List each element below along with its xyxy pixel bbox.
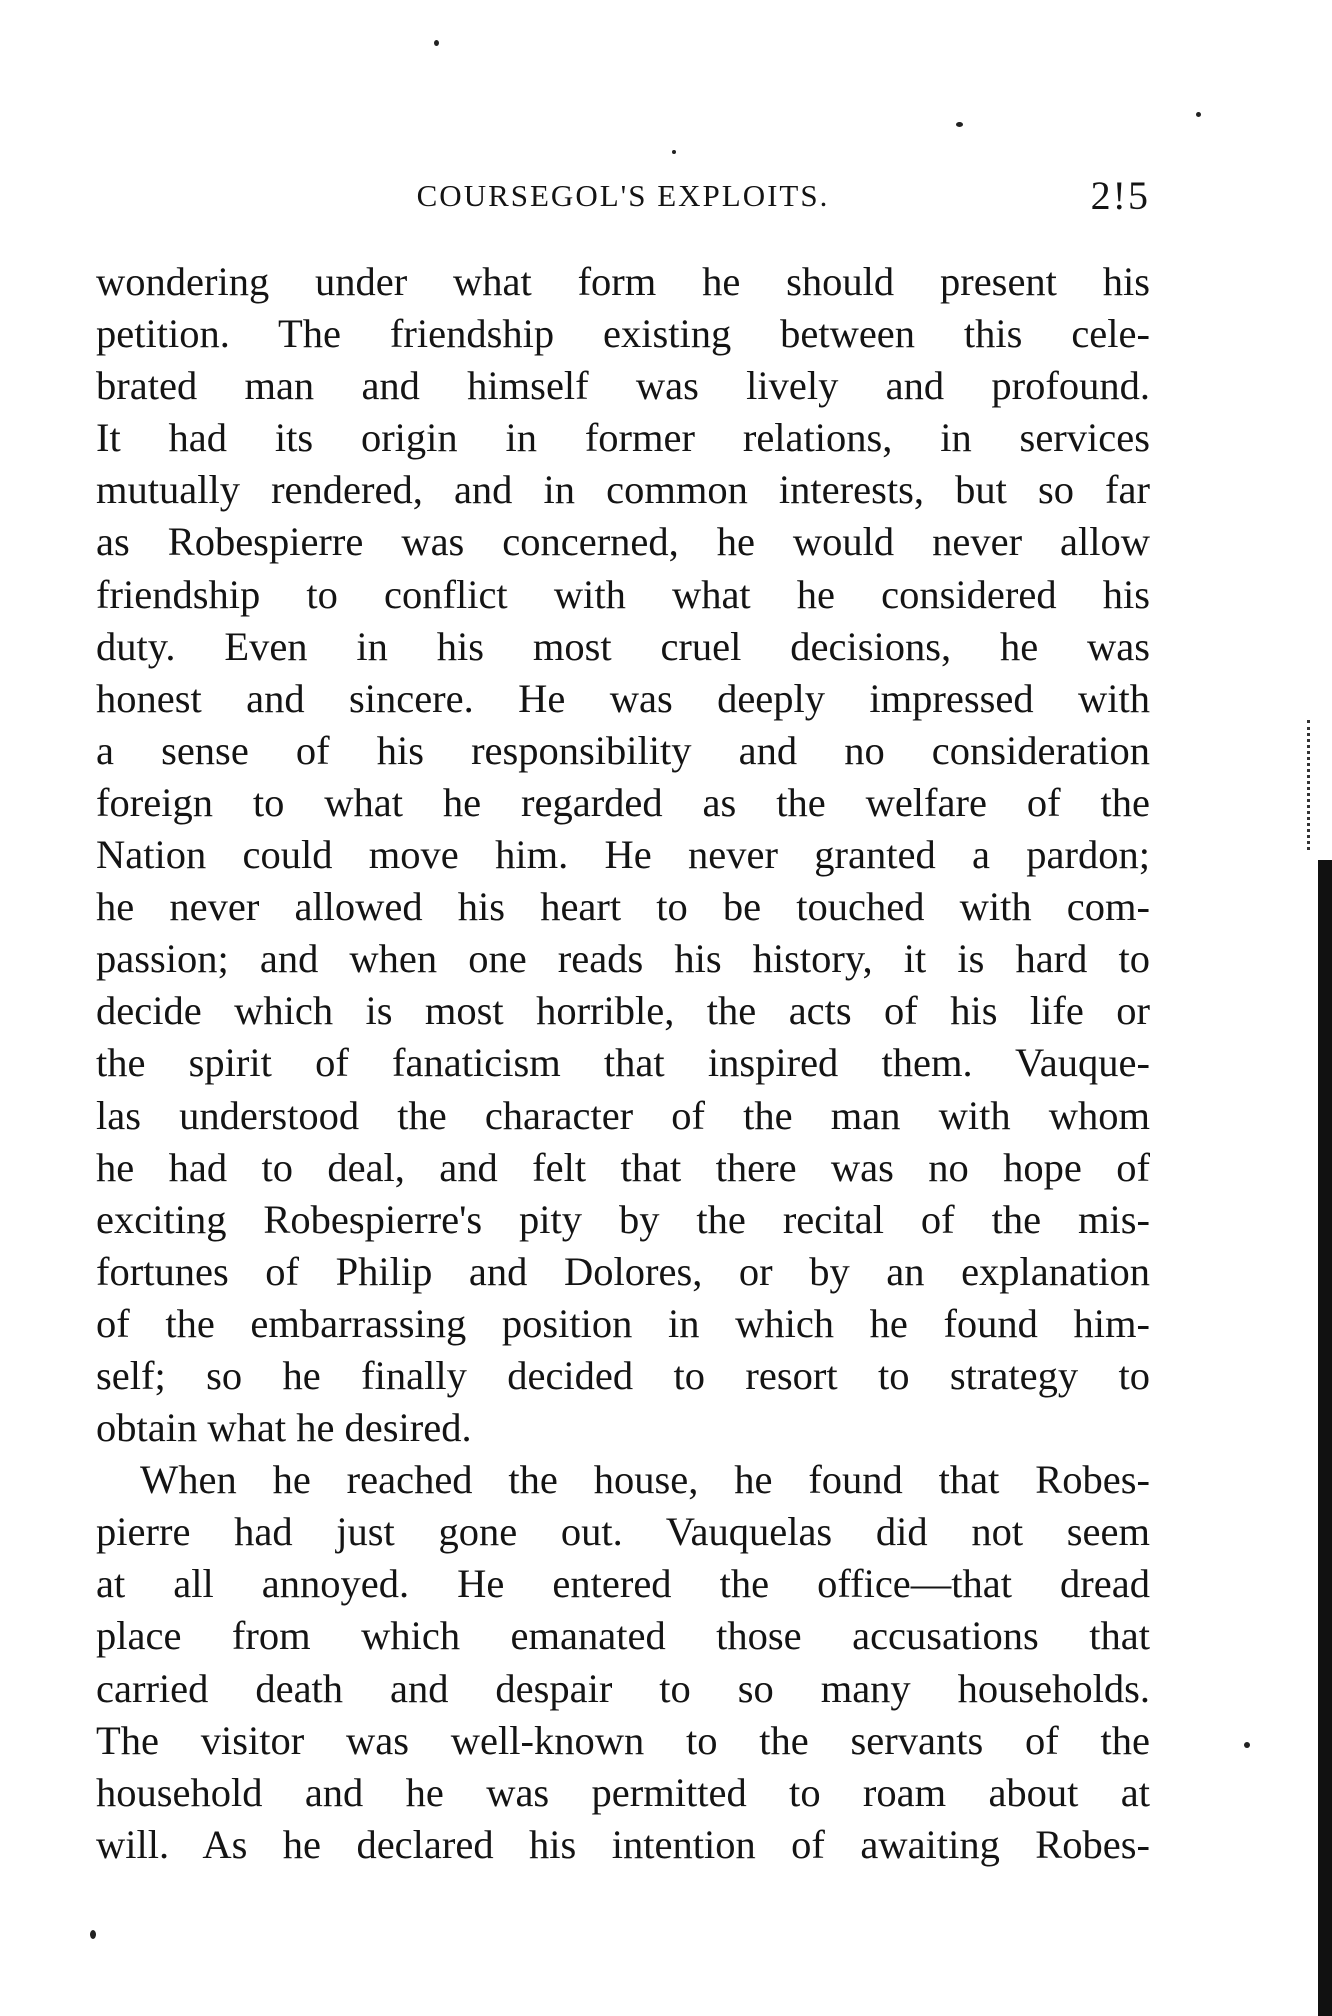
text-line: the spirit of fanaticism that inspired them. Vauque- (96, 1040, 1150, 1086)
text-line: friendship to conflict with what he considered his (96, 571, 1150, 617)
ink-speck (1244, 1742, 1250, 1748)
text-line: wondering under what form he should present his (96, 259, 1150, 304)
text-line: Nation could move him. He never granted a pardon; (96, 832, 1150, 878)
ink-speck (90, 1930, 96, 1939)
text-line: will. As he declared his intention of awaiting Robes- (96, 1821, 1150, 1867)
text-line: self; so he finally decided to resort to strategy to (96, 1352, 1150, 1398)
text-line: passion; and when one reads his history, it is hard to (96, 936, 1150, 982)
text-line: duty. Even in his most cruel decisions, he was (96, 623, 1150, 669)
text-line: at all annoyed. He entered the office—that dread (96, 1561, 1150, 1607)
ink-speck (434, 40, 439, 46)
text-line: household and he was permitted to roam about at (96, 1769, 1150, 1815)
text-line: foreign to what he regarded as the welfare of the (96, 779, 1150, 825)
text-line: obtain what he desired. (96, 1405, 472, 1451)
text-line: mutually rendered, and in common interests, but so far (96, 467, 1150, 513)
page-number: 2!5 (1090, 173, 1150, 218)
text-line: brated man and himself was lively and profound. (96, 363, 1150, 409)
text-line: pierre had just gone out. Vauquelas did not seem (96, 1509, 1150, 1555)
running-head (96, 172, 1150, 222)
text-line: he never allowed his heart to be touched with com- (96, 884, 1150, 930)
text-line: It had its origin in former relations, in services (96, 415, 1150, 461)
text-line: he had to deal, and felt that there was no hope of (96, 1144, 1150, 1190)
gutter-ticks (1307, 720, 1316, 850)
text-line: fortunes of Philip and Dolores, or by an explanation (96, 1248, 1150, 1294)
text-line: honest and sincere. He was deeply impressed with (96, 675, 1150, 721)
text-line: carried death and despair to so many households. (96, 1665, 1150, 1711)
text-line: a sense of his responsibility and no consideration (96, 727, 1150, 773)
running-title: COURSEGOL'S EXPLOITS. (416, 178, 830, 213)
text-line: The visitor was well-known to the servants of the (96, 1717, 1150, 1763)
text-line: petition. The friendship existing between this cele- (96, 311, 1150, 357)
text-line: exciting Robespierre's pity by the recital of the mis- (96, 1196, 1150, 1242)
ink-speck (956, 122, 963, 127)
text-line: las understood the character of the man with whom (96, 1092, 1150, 1138)
body-text (96, 256, 1150, 1871)
text-line: decide which is most horrible, the acts of his life or (96, 988, 1150, 1034)
text-line: When he reached the house, he found that Robes- (140, 1457, 1150, 1503)
ink-speck (672, 150, 676, 154)
page-edge-shadow (1318, 860, 1332, 2016)
text-line: of the embarrassing position in which he found him- (96, 1300, 1150, 1346)
text-line: place from which emanated those accusations that (96, 1613, 1150, 1659)
ink-speck (1196, 112, 1201, 117)
text-line: as Robespierre was concerned, he would never allow (96, 519, 1150, 565)
